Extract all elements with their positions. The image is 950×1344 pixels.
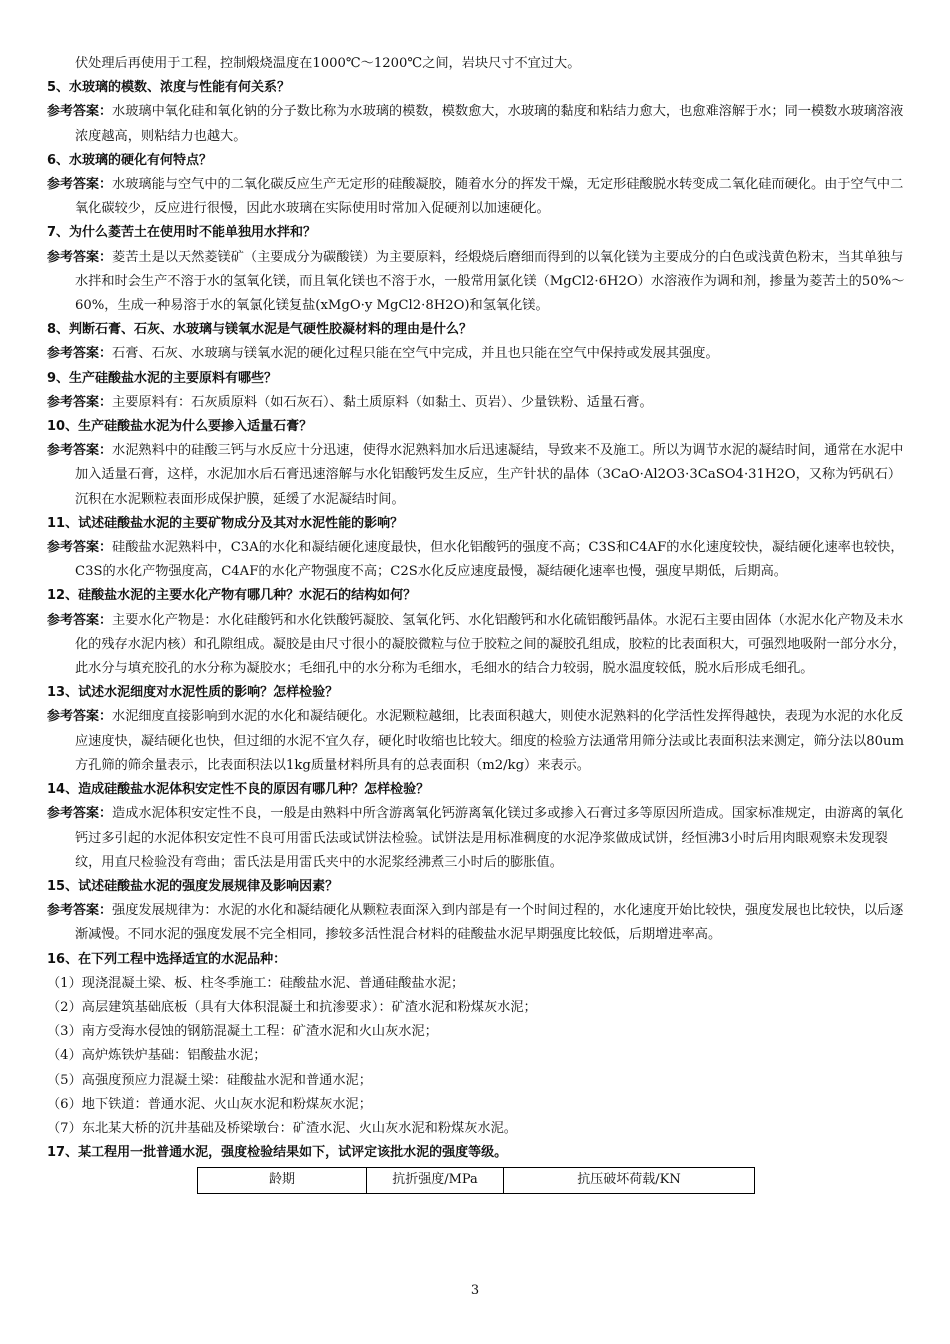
answer-text: 水玻璃中氧化硅和氧化钠的分子数比称为水玻璃的模数，模数愈大，水玻璃的黏度和粘结力愈大，也愈难溶解于水；同一模数水玻璃溶液浓度越高，则粘结力也越大。 bbox=[75, 104, 904, 144]
answer-text: 造成水泥体积安定性不良，一般是由熟料中所含游离氧化钙游离氧化镁过多或掺入石膏过多等原因所造成。国家标准规定，由游离的氧化钙过多引起的水泥体积安定性不良可用雷氏法或试饼法检验。试饼法是用标准稠度的水泥净浆做成试饼，经恒沸3小时后用肉眼观察未发现裂纹，用直尺检验没有弯曲；雷氏法是用雷氏夹中的水泥浆经沸煮三小时后的膨胀值。 bbox=[75, 806, 904, 870]
answer-paragraph bbox=[47, 100, 907, 148]
question-heading: 12、硅酸盐水泥的主要水化产物有哪几种？水泥石的结构如何？ bbox=[47, 588, 417, 604]
question-heading: 14、造成硅酸盐水泥体积安定性不良的原因有哪几种？怎样检验？ bbox=[47, 782, 430, 798]
question-heading: 13、试述水泥细度对水泥性质的影响？怎样检验？ bbox=[47, 685, 339, 701]
answer-text: 菱苦土是以天然菱镁矿（主要成分为碳酸镁）为主要原料，经煅烧后磨细而得到的以氧化镁为主要成分的白色或浅黄色粉末，当其单独与水拌和时会生产不溶于水的氢氧化镁，而且氧化镁也不溶于水，一般常用氯化镁（MgCl2·6H2O）水溶液作为调和剂，掺量为菱苦土的50%～60%，生成一种易溶于水的氧氯化镁复盐(xMgO·y MgCl2·8H2O)和氢氧化镁。 bbox=[75, 249, 905, 314]
answer-paragraph bbox=[47, 342, 907, 366]
answer-label: 参考答案： bbox=[47, 806, 113, 822]
answer-paragraph bbox=[47, 609, 907, 682]
answer-paragraph bbox=[47, 173, 907, 221]
answer-text: 强度发展规律为：水泥的水化和凝结硬化从颗粒表面深入到内部是有一个时间过程的，水化速度开始比较快，强度发展也比较快，以后逐渐减慢。不同水泥的强度发展不完全相同，掺较多活性混合材料的硅酸盐水泥早期强度比较低，后期增进率高。 bbox=[75, 903, 904, 943]
list-item: （5）高强度预应力混凝土梁：硅酸盐水泥和普通水泥； bbox=[47, 1072, 372, 1088]
question-heading: 6、水玻璃的硬化有何特点？ bbox=[47, 152, 213, 168]
q16-list bbox=[47, 972, 907, 1141]
answer-label: 参考答案： bbox=[47, 540, 113, 556]
table-header-flexural: 抗折强度/MPa bbox=[367, 1168, 504, 1193]
list-item: （4）高炉炼铁炉基础：铝酸盐水泥； bbox=[47, 1048, 267, 1064]
intro-line: 伏处理后再使用于工程，控制煅烧温度在1000℃～1200℃之间，岩块尺寸不宜过大。 bbox=[75, 56, 581, 71]
strength-table bbox=[197, 1167, 755, 1193]
answer-label: 参考答案： bbox=[47, 104, 113, 120]
list-item: （3）南方受海水侵蚀的钢筋混凝土工程：矿渣水泥和火山灰水泥； bbox=[47, 1024, 438, 1040]
table-header-compressive: 抗压破坏荷载/KN bbox=[504, 1168, 755, 1193]
question-17: 17、某工程用一批普通水泥，强度检验结果如下，试评定该批水泥的强度等级。 bbox=[47, 1145, 508, 1161]
list-item: （2）高层建筑基础底板（具有大体积混凝土和抗渗要求）：矿渣水泥和粉煤灰水泥； bbox=[47, 999, 537, 1015]
answer-text: 硅酸盐水泥熟料中，C3A的水化和凝结硬化速度最快，但水化铝酸钙的强度不高；C3S和C4AF的水化速度较快，凝结硬化速率也较快，C3S的水化产物强度高，C4AF的水化产物强度不高；C2S水化反应速度最慢，凝结硬化速率也慢，强度早期低，后期高。 bbox=[75, 540, 904, 580]
answer-paragraph bbox=[47, 439, 907, 512]
question-heading: 5、水玻璃的模数、浓度与性能有何关系？ bbox=[47, 80, 291, 96]
answer-paragraph bbox=[47, 705, 907, 778]
answer-text: 石膏、石灰、水玻璃与镁氧水泥的硬化过程只能在空气中完成，并且也只能在空气中保持或发展其强度。 bbox=[112, 346, 719, 362]
answer-paragraph bbox=[47, 899, 907, 947]
answer-text: 主要水化产物是：水化硅酸钙和水化铁酸钙凝胶、氢氧化钙、水化铝酸钙和水化硫铝酸钙晶体。水泥石主要由固体（水泥水化产物及未水化的残存水泥内核）和孔隙组成。凝胶是由尺寸很小的凝胶微粒与位于胶粒之间的凝胶孔组成，胶粒的比表面积大，可强烈地吸附一部分水分，此水分与填充胶孔的水分称为凝胶水；毛细孔中的水分称为毛细水，毛细水的结合力较弱，脱水温度较低，脱水后形成毛细孔。 bbox=[75, 612, 906, 677]
answer-paragraph bbox=[47, 391, 907, 415]
answer-label: 参考答案： bbox=[47, 394, 113, 410]
table-header-age: 龄期 bbox=[198, 1168, 367, 1193]
list-item: （7）东北某大桥的沉井基础及桥梁墩台：矿渣水泥、火山灰水泥和粉煤灰水泥。 bbox=[47, 1120, 517, 1136]
page-number: 3 bbox=[470, 1283, 480, 1298]
answer-text: 水泥细度直接影响到水泥的水化和凝结硬化。水泥颗粒越细，比表面积越大，则使水泥熟料的化学活性发挥得越快，表现为水泥的水化反应速度快，凝结硬化也快，但过细的水泥不宜久存，硬化时收缩也比较大。细度的检验方法通常用筛分法或比表面积法来测定，筛分法以80um方孔筛的筛余量表示，比表面积法以1kg质量材料所具有的总表面积（m2/kg）来表示。 bbox=[75, 709, 905, 773]
answer-label: 参考答案： bbox=[47, 249, 113, 265]
list-item: （6）地下铁道：普通水泥、火山灰水泥和粉煤灰水泥； bbox=[47, 1096, 372, 1112]
question-16: 16、在下列工程中选择适宜的水泥品种： bbox=[47, 951, 287, 967]
answer-paragraph bbox=[47, 536, 907, 584]
question-heading: 8、判断石膏、石灰、水玻璃与镁氧水泥是气硬性胶凝材料的理由是什么？ bbox=[47, 322, 473, 338]
question-heading: 11、试述硅酸盐水泥的主要矿物成分及其对水泥性能的影响？ bbox=[47, 515, 404, 531]
answer-label: 参考答案： bbox=[47, 709, 113, 725]
answer-text: 水玻璃能与空气中的二氧化碳反应生产无定形的硅酸凝胶，随着水分的挥发干燥，无定形硅酸脱水转变成二氧化硅而硬化。由于空气中二氧化碳较少，反应进行很慢，因此水玻璃在实际使用时常加入促硬剂以加速硬化。 bbox=[75, 177, 904, 217]
question-heading: 7、为什么菱苦土在使用时不能单独用水拌和？ bbox=[47, 225, 317, 241]
answer-text: 水泥熟料中的硅酸三钙与水反应十分迅速，使得水泥熟料加水后迅速凝结，导致来不及施工。所以为调节水泥的凝结时间，通常在水泥中加入适量石膏，这样，水泥加水后石膏迅速溶解与水化铝酸钙发生反应，生产针状的晶体（3CaO·Al2O3·3CaSO4·31H2O，又称为钙矾石）沉积在水泥颗粒表面形成保护膜，延缓了水泥凝结时间。 bbox=[75, 443, 904, 507]
answer-label: 参考答案： bbox=[47, 612, 113, 628]
answer-label: 参考答案： bbox=[47, 177, 113, 193]
answer-text: 主要原料有：石灰质原料（如石灰石）、黏土质原料（如黏土、页岩）、少量铁粉、适量石膏。 bbox=[112, 394, 653, 410]
answer-label: 参考答案： bbox=[47, 346, 113, 362]
answer-label: 参考答案： bbox=[47, 903, 113, 919]
question-heading: 10、生产硅酸盐水泥为什么要掺入适量石膏？ bbox=[47, 419, 313, 435]
question-heading: 15、试述硅酸盐水泥的强度发展规律及影响因素？ bbox=[47, 878, 339, 894]
list-item: （1）现浇混凝土梁、板、柱冬季施工：硅酸盐水泥、普通硅酸盐水泥； bbox=[47, 975, 465, 991]
question-heading: 9、生产硅酸盐水泥的主要原料有哪些？ bbox=[47, 370, 278, 386]
qa-list bbox=[47, 76, 907, 947]
document-page bbox=[47, 52, 907, 1194]
answer-paragraph bbox=[47, 802, 907, 875]
answer-label: 参考答案： bbox=[47, 443, 113, 459]
answer-paragraph bbox=[47, 246, 907, 319]
table-header-row bbox=[198, 1168, 755, 1193]
